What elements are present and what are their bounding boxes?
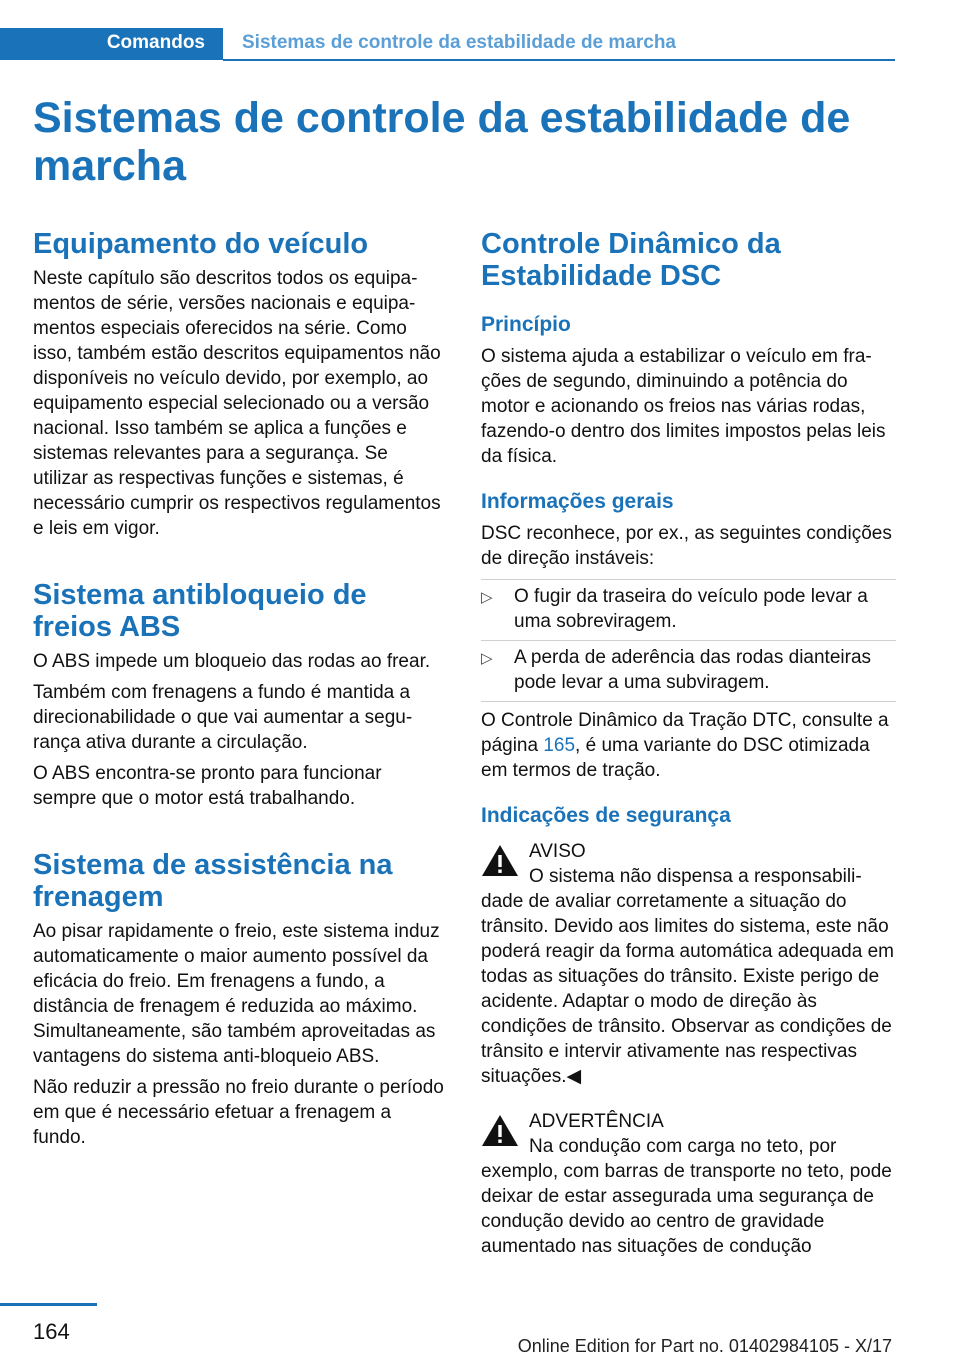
section-heading-dsc: Controle Dinâmico da Estabilidade DSC bbox=[481, 228, 781, 292]
warning-header bbox=[481, 1109, 896, 1159]
dtc-text-before: O Controle Dinâmico da Tração DTC, consulte a página bbox=[481, 710, 889, 756]
right-column bbox=[481, 228, 896, 1259]
triangle-right-icon: ▷ bbox=[481, 589, 493, 606]
warning-triangle-icon bbox=[481, 843, 519, 877]
chapter-tab-label: Comandos bbox=[106, 32, 205, 53]
warning-triangle-icon bbox=[481, 1113, 519, 1147]
list-item bbox=[481, 641, 896, 702]
warning-text: Na condução com carga no teto, por exemplo, com barras de transporte no teto, pode deixar de estar assegurada uma segurança de condução devido ao centro de gravidade aumentado nas situações de condução bbox=[481, 1136, 892, 1257]
warning-block-aviso bbox=[481, 839, 896, 1089]
warning-header bbox=[481, 839, 896, 889]
section-heading-equipment: Equipamento do veículo bbox=[33, 228, 369, 260]
breadcrumb[interactable]: Sistemas de controle da estabilidade de marcha bbox=[242, 32, 676, 53]
list-item-text: O fugir da traseira do veículo pode levar a uma sobreviragem. bbox=[514, 586, 868, 632]
edition-note: Online Edition for Part no. 01402984105 - X/17 bbox=[517, 1336, 892, 1356]
abs-paragraph-1: O ABS impede um bloqueio das rodas ao frear. bbox=[33, 651, 431, 672]
chapter-tab[interactable] bbox=[0, 28, 223, 60]
brake-assist-paragraph-1: Ao pisar rapidamente o freio, este sistema induz automaticamente o maior aumento possível da eficácia do freio. Em frenagens a fundo, a distância de frenagem é reduzida ao máximo. Simultaneamente, são também aproveitadas as vantagens do sistema anti-bloqueio ABS. bbox=[33, 921, 440, 1067]
page-reference-link[interactable]: 165 bbox=[543, 735, 576, 756]
dtc-text-after: , é uma variante do DSC otimizada em termos de tração. bbox=[481, 735, 870, 781]
principle-paragraph: O sistema ajuda a estabilizar o veículo em frações de segundo, diminuindo a potência do motor e acionando os freios nas várias rodas, fazendo-o dentro dos limites impostos pelas leis da física. bbox=[481, 346, 886, 467]
subheading-safety: Indicações de segurança bbox=[481, 804, 731, 827]
equipment-paragraph: Neste capítulo são descritos todos os equipamentos de série, versões nacionais e equipamentos especiais oferecidos na série. Como isso, também estão descritos equipamentos não disponíveis no veículo devido, por exemplo, ao equipamento especial selecionado ou a versão nacional. Isso também se aplica a funções e sistemas relevantes para a segurança. Se utilizar as respectivas funções e sistemas, é necessário cumprir os respectivos regulamentos e leis em vigor. bbox=[33, 268, 441, 539]
left-column bbox=[33, 228, 448, 1150]
brake-assist-paragraph-2: Não reduzir a pressão no freio durante o período em que é necessário efetuar a frenagem a fundo. bbox=[33, 1077, 444, 1148]
warning-title: ADVERTÊNCIA bbox=[529, 1111, 664, 1132]
list-item bbox=[481, 580, 896, 641]
header-rule bbox=[223, 59, 895, 61]
condition-list bbox=[481, 579, 896, 702]
general-info-paragraph: DSC reconhece, por ex., as seguintes condições de direção instáveis: bbox=[481, 523, 892, 569]
warning-text: O sistema não dispensa a responsabilidade de avaliar corretamente a situação do trânsito. Devido aos limites do sistema, este não poderá reagir da forma automática adequada em todas as situações do trânsito. Existe perigo de acidente. Adaptar o modo de direção às condições de trânsito. Observar as condições de trânsito e intervir ativamente nas respectivas situações.◀ bbox=[481, 866, 894, 1087]
warning-block-advertencia bbox=[481, 1109, 896, 1259]
triangle-right-icon: ▷ bbox=[481, 650, 493, 667]
footer-rule bbox=[0, 1303, 97, 1306]
section-heading-brake-assist: Sistema de assistência na frenagem bbox=[33, 849, 393, 913]
abs-paragraph-2: Também com frenagens a fundo é mantida a direcionabilidade o que vai aumentar a segurança ativa durante a circulação. bbox=[33, 682, 413, 753]
section-heading-abs: Sistema antibloqueio de freios ABS bbox=[33, 579, 367, 643]
subheading-principle: Princípio bbox=[481, 313, 571, 336]
page-header bbox=[0, 28, 895, 62]
dtc-paragraph bbox=[481, 708, 896, 783]
page-number: 164 bbox=[33, 1319, 70, 1344]
list-item-text: A perda de aderência das rodas dianteiras pode levar a uma subviragem. bbox=[514, 647, 872, 693]
page-title: Sistemas de controle da estabilidade de marcha bbox=[33, 94, 851, 190]
subheading-general-info: Informações gerais bbox=[481, 490, 674, 513]
abs-paragraph-3: O ABS encontra-se pronto para funcionar sempre que o motor está trabalhando. bbox=[33, 763, 382, 809]
warning-title: AVISO bbox=[529, 841, 586, 862]
